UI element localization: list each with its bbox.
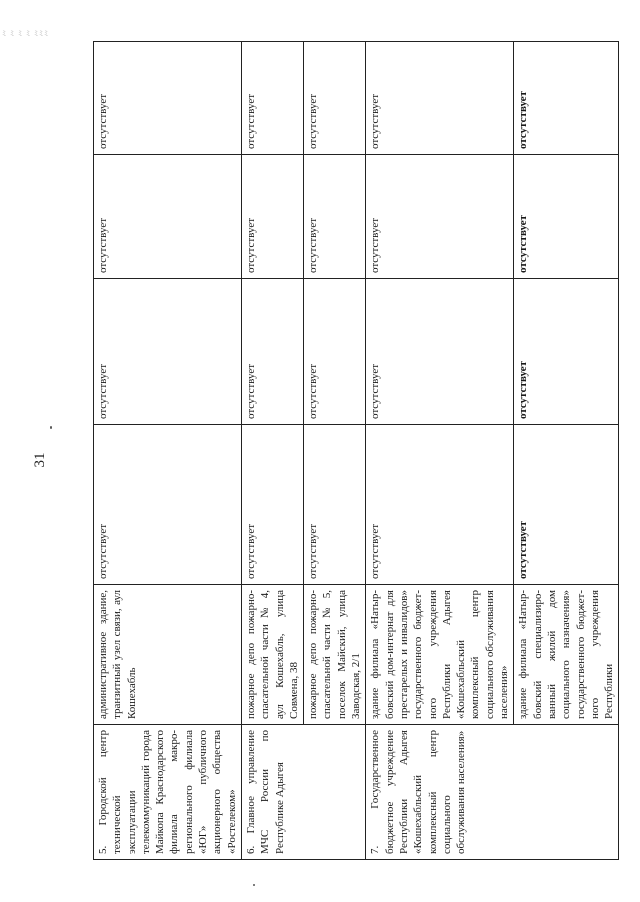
status-cell: отсутствует [514, 42, 619, 155]
status-cell: отсутствует [94, 279, 242, 425]
organization-cell: 6. Главное управление МЧС России по Республике Адыгея [241, 725, 365, 860]
page-number-container [30, 440, 50, 480]
status-cell: отсутствует [514, 279, 619, 425]
status-cell: отсутствует [241, 42, 303, 155]
scan-speck [253, 884, 255, 886]
status-cell: отсутствует [304, 425, 366, 585]
table-row [241, 42, 303, 860]
status-cell: отсутствует [514, 425, 619, 585]
status-cell: отсутствует [94, 155, 242, 279]
page-number: 31 [32, 452, 48, 468]
object-cell: здание филиала «Натыр-бовский специализиро-ванный жилой дом социального назначения» государственного бюджет-ного учреждения Республики [514, 585, 619, 725]
status-cell: отсутствует [366, 425, 514, 585]
organization-cell: 5. Городской центр технической эксплуатации телекоммуникаций города Майкопа Краснодарского филиала макро-регионального филиала «ЮГ» публичного акционерного общества «Ростелеком» [94, 725, 242, 860]
organization-cell: 7. Государственное бюджетное учреждение Республики Адыгея «Кошехабльский комплексный центр социального обслуживания населения» [366, 725, 619, 860]
status-cell: отсутствует [241, 425, 303, 585]
status-cell: отсутствует [514, 155, 619, 279]
status-cell: отсутствует [94, 42, 242, 155]
object-cell: административное здание, транзитный узел связи, аул Кошехабль [94, 585, 242, 725]
object-cell: пожарное депо пожарно-спасательной части № 4, аул Кошехабль, улица Совмена, 38 [241, 585, 303, 725]
status-cell: отсутствует [304, 42, 366, 155]
table-row [94, 42, 242, 860]
status-cell: отсутствует [241, 155, 303, 279]
table-row [366, 42, 514, 860]
object-cell: здание филиала «Натыр-бовский дом-интернат для престарелых и инвалидов» государственного бюджет-ного учреждения Республики Адыгея «Кошехабльский комплексный центр социального обслуживания населения» [366, 585, 514, 725]
scan-artifact-mark: ﾐ ﾐ ﾐ ﾐ ﾐﾐﾐ [2, 29, 49, 38]
rotated-table-frame [93, 42, 616, 860]
status-cell: отсутствует [366, 279, 514, 425]
status-cell: отсутствует [366, 42, 514, 155]
status-cell: отсутствует [304, 155, 366, 279]
scan-speck [50, 426, 52, 429]
object-cell: пожарное депо пожарно-спасательной части № 5, поселок Майский, улица Заводская, 2/1 [304, 585, 366, 725]
status-cell: отсутствует [366, 155, 514, 279]
status-cell: отсутствует [304, 279, 366, 425]
status-cell: отсутствует [94, 425, 242, 585]
objects-table [93, 41, 619, 860]
status-cell: отсутствует [241, 279, 303, 425]
